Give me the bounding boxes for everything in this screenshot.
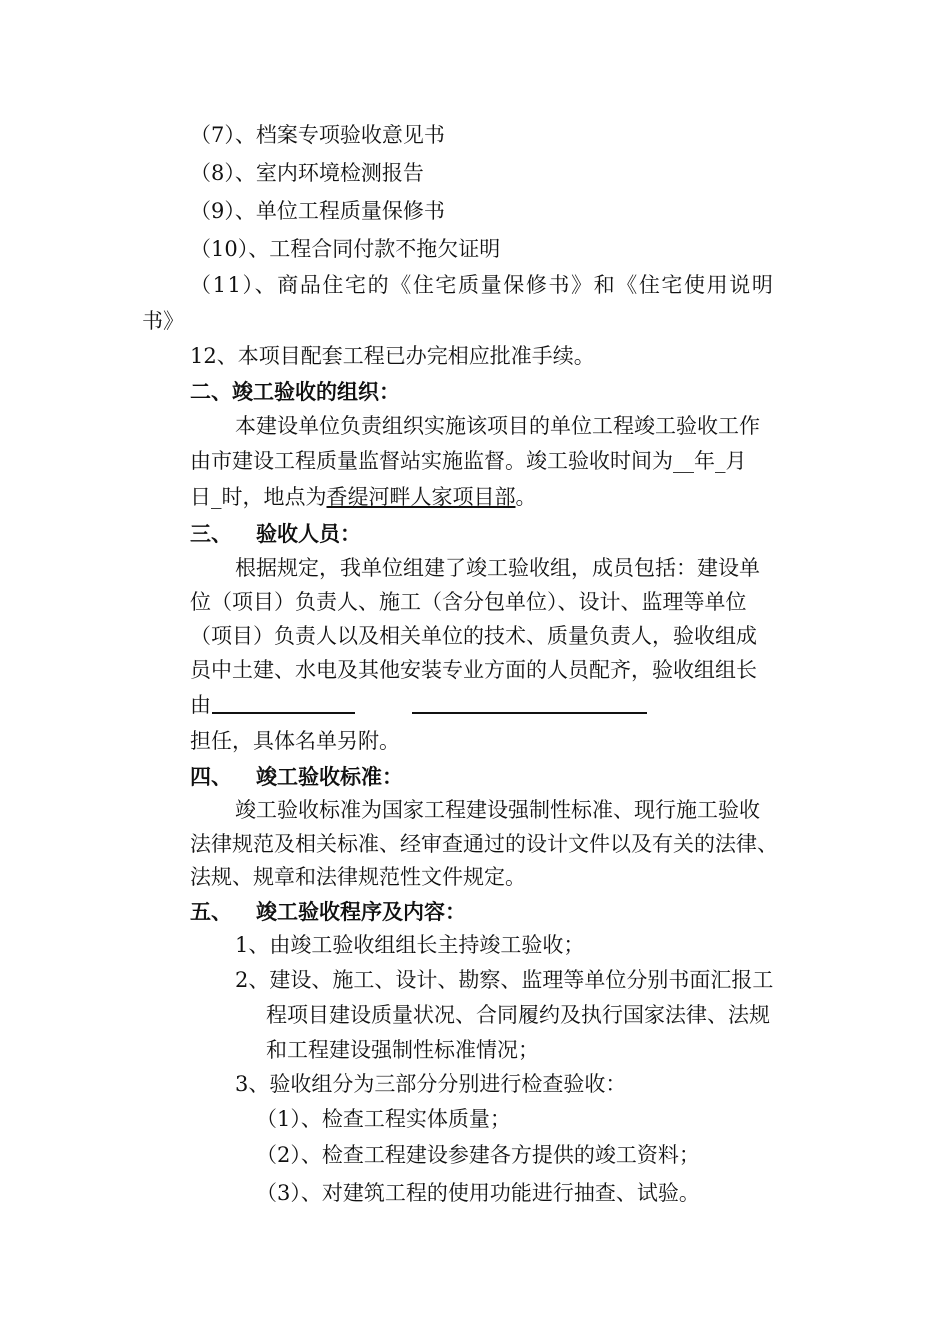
leader-name-blank-2 <box>412 712 647 714</box>
section-2-para-line1: 本建设单位负责组织实施该项目的单位工程竣工验收工作 <box>235 414 760 438</box>
step-3-sub-3: （3）、对建筑工程的使用功能进行抽查、试验。 <box>256 1181 700 1205</box>
step-2-line2: 程项目建设质量状况、合同履约及执行国家法律、法规 <box>266 1003 770 1027</box>
section-3-heading <box>190 519 361 549</box>
step-3: 3、验收组分为三部分分别进行检查验收： <box>235 1072 627 1096</box>
location-value: 香缇河畔人家项目部 <box>326 485 516 509</box>
section-5-heading <box>190 897 466 927</box>
section-3-para-line3: （项目）负责人以及相关单位的技术、质量负责人，验收组成 <box>190 624 757 648</box>
section-2-para-line3-prefix: 日_时，地点为 <box>190 485 327 509</box>
section-5-number: 五、 <box>190 899 232 924</box>
list-item-10: （10）、工程合同付款不拖欠证明 <box>190 237 501 261</box>
list-item-12: 12、本项目配套工程已办完相应批准手续。 <box>190 344 595 368</box>
section-3-para-line4: 员中土建、水电及其他安装专业方面的人员配齐，验收组组长 <box>190 658 757 682</box>
list-item-9: （9）、单位工程质量保修书 <box>190 199 445 223</box>
section-4-para-line2: 法律规范及相关标准、经审查通过的设计文件以及有关的法律、 <box>190 832 778 856</box>
section-2-para-line3-suffix: 。 <box>515 485 537 509</box>
section-3-para-line2: 位（项目）负责人、施工（含分包单位）、设计、监理等单位 <box>190 590 747 614</box>
section-4-heading <box>190 762 403 792</box>
section-2-para-line3 <box>190 482 537 512</box>
section-4-title: 竣工验收标准： <box>256 764 403 789</box>
section-4-para-line1: 竣工验收标准为国家工程建设强制性标准、现行施工验收 <box>235 798 760 822</box>
leader-name-blank-1 <box>212 712 355 714</box>
list-item-7: （7）、档案专项验收意见书 <box>190 123 445 147</box>
section-3-title: 验收人员： <box>256 521 361 546</box>
step-2-line1: 2、建设、施工、设计、勘察、监理等单位分别书面汇报工 <box>235 968 774 992</box>
section-2-para-line2: 由市建设工程质量监督站实施监督。竣工验收时间为__年_月 <box>190 449 747 473</box>
step-1: 1、由竣工验收组组长主持竣工验收； <box>235 933 585 957</box>
step-3-sub-2: （2）、检查工程建设参建各方提供的竣工资料； <box>256 1143 700 1167</box>
list-item-8: （8）、室内环境检测报告 <box>190 161 424 185</box>
list-item-11-line1: （11）、商品住宅的《住宅质量保修书》和《住宅使用说明 <box>190 273 775 297</box>
section-3-para-line5: 由 <box>190 693 211 717</box>
step-2-line3: 和工程建设强制性标准情况； <box>266 1038 539 1062</box>
section-2-heading: 二、竣工验收的组织： <box>190 379 400 404</box>
section-4-para-line3: 法规、规章和法律规范性文件规定。 <box>190 865 526 889</box>
section-3-number: 三、 <box>190 521 232 546</box>
step-3-sub-1: （1）、检查工程实体质量； <box>256 1107 511 1131</box>
section-5-title: 竣工验收程序及内容： <box>256 899 466 924</box>
list-item-11-line2: 书》 <box>142 309 184 333</box>
section-4-number: 四、 <box>190 764 232 789</box>
section-3-para-line1: 根据规定，我单位组建了竣工验收组，成员包括：建设单 <box>235 556 760 580</box>
section-3-para-line6: 担任，具体名单另附。 <box>190 729 400 753</box>
